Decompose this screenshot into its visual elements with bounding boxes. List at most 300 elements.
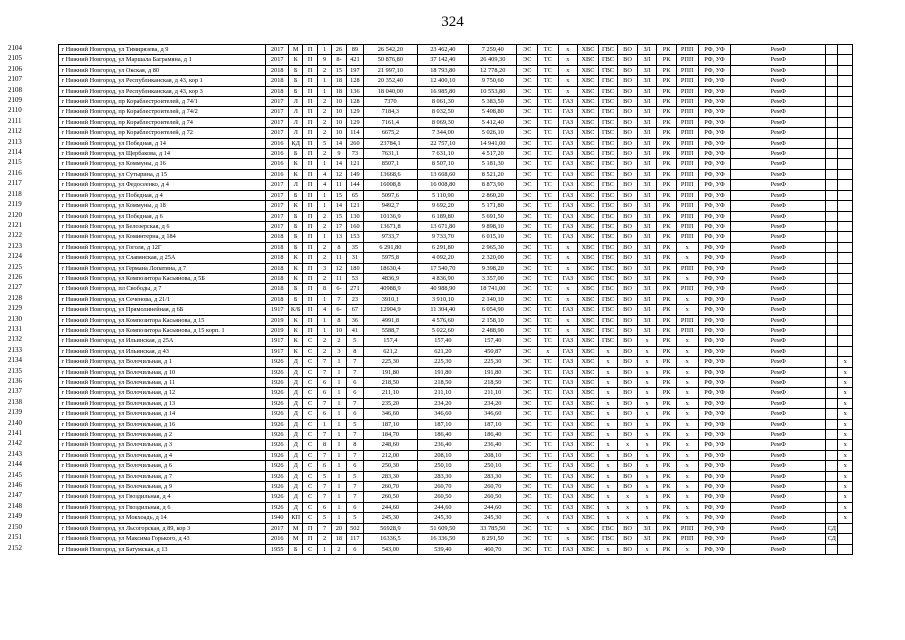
table-cell: х: [676, 336, 698, 346]
table-cell: ВО: [618, 325, 638, 335]
table-row: [58, 221, 853, 231]
table-cell: Д: [289, 398, 303, 408]
table-cell: РФ, УФ: [698, 263, 731, 273]
row-number: 2115: [8, 158, 22, 166]
table-cell: 1: [317, 201, 331, 211]
table-cell: 6-: [332, 284, 346, 294]
address-cell: г Нижний Новгород, ул Славянская, д 25А: [58, 253, 266, 263]
table-cell: ЭС: [517, 502, 538, 512]
address-cell: г Нижний Новгород, ул Маршала Баграмяна, д 1: [58, 55, 266, 65]
row-number: 2134: [8, 356, 22, 364]
table-cell: ЭС: [517, 450, 538, 460]
table-cell: 13671,8: [364, 221, 418, 231]
table-cell: х: [676, 273, 698, 283]
table-cell: 218,50: [364, 378, 418, 388]
table-cell: 186,40: [469, 430, 517, 440]
table-cell: РФ, УФ: [698, 232, 731, 242]
table-cell: 18 741,00: [469, 284, 517, 294]
table-cell: 13 671,80: [417, 221, 468, 231]
table-cell: [826, 492, 838, 502]
table-cell: 15: [332, 190, 346, 200]
table-cell: 6: [346, 461, 363, 471]
table-cell: 5: [317, 513, 331, 523]
table-cell: 14: [332, 159, 346, 169]
table-cell: Б: [289, 76, 303, 86]
table-cell: ХВС: [578, 138, 599, 148]
table-cell: [826, 502, 838, 512]
table-cell: СД: [826, 534, 838, 544]
table-cell: х: [637, 346, 657, 356]
table-cell: РК: [657, 409, 677, 419]
table-cell: 9 898,10: [469, 221, 517, 231]
table-cell: 260,70: [469, 482, 517, 492]
table-cell: х: [838, 430, 853, 440]
table-cell: ВО: [618, 169, 638, 179]
row-number: 2140: [8, 419, 22, 427]
address-cell: г Нижний Новгород, ул Федосеенко, д 4: [58, 180, 266, 190]
table-cell: 5: [317, 138, 331, 148]
table-cell: К/Б: [289, 305, 303, 315]
table-cell: 6675,2: [364, 128, 418, 138]
table-cell: Б: [289, 65, 303, 75]
table-cell: РемФ: [731, 117, 826, 127]
table-cell: РФ, УФ: [698, 398, 731, 408]
address-cell: г Нижний Новгород, ул Республиканская, д 43, кор 1: [58, 76, 266, 86]
table-cell: РемФ: [731, 253, 826, 263]
table-cell: ГАЗ: [558, 107, 578, 117]
table-cell: РФ, УФ: [698, 440, 731, 450]
table-cell: ВО: [618, 76, 638, 86]
table-cell: х: [598, 502, 618, 512]
table-cell: ЗЛ: [637, 128, 657, 138]
table-cell: 8: [317, 284, 331, 294]
table-cell: ЭС: [517, 263, 538, 273]
table-cell: ЗЛ: [637, 221, 657, 231]
table-cell: РФ, УФ: [698, 190, 731, 200]
table-cell: х: [637, 378, 657, 388]
table-cell: 26 409,30: [469, 55, 517, 65]
table-cell: 7: [346, 450, 363, 460]
table-cell: ТС: [538, 159, 559, 169]
table-cell: 2017: [266, 211, 289, 221]
table-row: [58, 201, 853, 211]
table-cell: ТС: [538, 471, 559, 481]
table-cell: ВО: [618, 471, 638, 481]
table-cell: ВО: [618, 242, 638, 252]
table-row: [58, 305, 853, 315]
table-cell: РемФ: [731, 138, 826, 148]
table-cell: 260,50: [469, 492, 517, 502]
table-cell: х: [676, 378, 698, 388]
table-cell: ВО: [618, 544, 638, 554]
table-cell: ХВС: [578, 232, 599, 242]
table-cell: 5 022,60: [417, 325, 468, 335]
table-cell: ВО: [618, 450, 638, 460]
table-cell: РПП: [676, 128, 698, 138]
table-cell: С: [303, 482, 317, 492]
table-cell: РК: [657, 325, 677, 335]
table-cell: РПП: [676, 117, 698, 127]
table-cell: ВО: [618, 253, 638, 263]
table-cell: ХВС: [578, 419, 599, 429]
table-cell: 245,30: [417, 513, 468, 523]
table-cell: 121: [346, 201, 363, 211]
table-cell: РемФ: [731, 357, 826, 367]
table-cell: К: [289, 55, 303, 65]
table-cell: РК: [657, 336, 677, 346]
table-cell: 2017: [266, 107, 289, 117]
table-cell: [826, 180, 838, 190]
table-cell: 1: [317, 294, 331, 304]
table-row: [58, 211, 853, 221]
table-cell: 8 507,10: [417, 159, 468, 169]
table-cell: 2016: [266, 534, 289, 544]
table-cell: 2: [317, 65, 331, 75]
table-cell: РемФ: [731, 482, 826, 492]
table-cell: 250,10: [417, 461, 468, 471]
table-cell: РФ, УФ: [698, 117, 731, 127]
row-number: 2145: [8, 471, 22, 479]
table-cell: 225,30: [364, 357, 418, 367]
table-cell: ГВС: [598, 190, 618, 200]
table-cell: 23784,1: [364, 138, 418, 148]
table-cell: 7: [332, 294, 346, 304]
table-cell: 260,50: [364, 492, 418, 502]
table-cell: 7: [346, 492, 363, 502]
table-cell: РемФ: [731, 502, 826, 512]
table-cell: х: [838, 388, 853, 398]
table-cell: РФ, УФ: [698, 419, 731, 429]
table-row: [58, 159, 853, 169]
table-cell: 53: [346, 273, 363, 283]
address-cell: г Нижний Новгород, ул Волочильная, д 16: [58, 419, 266, 429]
table-cell: РФ, УФ: [698, 45, 731, 55]
table-cell: ЭС: [517, 544, 538, 554]
table-cell: ВО: [618, 346, 638, 356]
table-cell: 13 668,60: [417, 169, 468, 179]
table-cell: РемФ: [731, 76, 826, 86]
table-cell: ТС: [538, 169, 559, 179]
table-cell: С: [303, 471, 317, 481]
table-cell: РК: [657, 263, 677, 273]
table-cell: Б: [289, 242, 303, 252]
table-cell: РК: [657, 357, 677, 367]
table-cell: 6: [317, 461, 331, 471]
address-cell: г Нижний Новгород, ул Победная, д 6: [58, 211, 266, 221]
table-cell: С: [303, 513, 317, 523]
table-cell: П: [303, 55, 317, 65]
table-cell: 8 873,90: [469, 180, 517, 190]
table-cell: 2016: [266, 149, 289, 159]
table-cell: Б: [289, 544, 303, 554]
table-cell: ГАЗ: [558, 378, 578, 388]
table-cell: РК: [657, 253, 677, 263]
table-cell: РК: [657, 367, 677, 377]
table-cell: РемФ: [731, 450, 826, 460]
address-cell: г Нижний Новгород, пр Кораблестроителей, д 72: [58, 128, 266, 138]
table-cell: 7161,4: [364, 117, 418, 127]
row-number: 2141: [8, 429, 22, 437]
table-cell: РемФ: [731, 169, 826, 179]
table-cell: РК: [657, 294, 677, 304]
table-cell: 2 965,30: [469, 242, 517, 252]
table-cell: 5 181,30: [469, 159, 517, 169]
table-cell: ЭС: [517, 97, 538, 107]
table-cell: 208,10: [417, 450, 468, 460]
table-cell: ХВС: [578, 388, 599, 398]
table-cell: 2: [317, 221, 331, 231]
table-row: [58, 388, 853, 398]
table-cell: х: [558, 76, 578, 86]
table-cell: РФ, УФ: [698, 409, 731, 419]
table-cell: [826, 284, 838, 294]
table-cell: РПП: [676, 232, 698, 242]
table-cell: 41: [346, 325, 363, 335]
table-cell: РФ, УФ: [698, 305, 731, 315]
table-cell: [838, 253, 853, 263]
table-cell: 236,40: [417, 440, 468, 450]
table-cell: ГВС: [598, 45, 618, 55]
table-cell: [838, 55, 853, 65]
table-cell: 10: [332, 325, 346, 335]
table-cell: 1: [317, 232, 331, 242]
table-row: [58, 149, 853, 159]
table-cell: 2 140,10: [469, 294, 517, 304]
table-cell: 7 259,40: [469, 45, 517, 55]
table-cell: х: [676, 430, 698, 440]
table-cell: 1926: [266, 461, 289, 471]
table-cell: 7: [346, 357, 363, 367]
table-row: [58, 346, 853, 356]
row-number: 2150: [8, 523, 22, 531]
table-cell: 1: [332, 419, 346, 429]
table-cell: ТС: [538, 211, 559, 221]
table-cell: [838, 263, 853, 273]
table-cell: ХВС: [578, 128, 599, 138]
table-cell: РФ, УФ: [698, 315, 731, 325]
table-cell: ГАЗ: [558, 201, 578, 211]
address-cell: г Нижний Новгород, ул Гоголя, д 12Г: [58, 242, 266, 252]
table-cell: х: [598, 367, 618, 377]
table-cell: х: [598, 357, 618, 367]
table-cell: РПП: [676, 190, 698, 200]
table-cell: С: [303, 409, 317, 419]
table-cell: П: [303, 534, 317, 544]
table-cell: 1917: [266, 346, 289, 356]
table-cell: П: [303, 97, 317, 107]
table-cell: 260,70: [417, 482, 468, 492]
table-cell: 5 383,50: [469, 97, 517, 107]
table-cell: [826, 76, 838, 86]
table-cell: 1: [332, 398, 346, 408]
table-cell: 543,00: [364, 544, 418, 554]
table-cell: 26 542,20: [364, 45, 418, 55]
table-cell: х: [598, 471, 618, 481]
table-cell: 5: [346, 336, 363, 346]
table-cell: РемФ: [731, 159, 826, 169]
row-number: 2142: [8, 439, 22, 447]
table-cell: ВО: [618, 534, 638, 544]
table-row: [58, 107, 853, 117]
table-cell: ЭС: [517, 149, 538, 159]
table-cell: П: [303, 232, 317, 242]
table-cell: 8: [346, 346, 363, 356]
table-cell: 2017: [266, 45, 289, 55]
table-cell: РФ, УФ: [698, 325, 731, 335]
table-cell: х: [838, 513, 853, 523]
table-cell: 10: [332, 97, 346, 107]
table-cell: РФ, УФ: [698, 492, 731, 502]
table-cell: Д: [289, 367, 303, 377]
table-cell: 211,10: [469, 388, 517, 398]
table-cell: ЭС: [517, 138, 538, 148]
table-cell: ЗЛ: [637, 201, 657, 211]
table-cell: х: [598, 492, 618, 502]
table-cell: х: [676, 294, 698, 304]
table-cell: ЗЛ: [637, 45, 657, 55]
table-cell: 2: [317, 149, 331, 159]
table-cell: РФ, УФ: [698, 284, 731, 294]
table-cell: [826, 159, 838, 169]
table-cell: 26: [332, 45, 346, 55]
table-cell: Л: [289, 117, 303, 127]
table-cell: ГАЗ: [558, 169, 578, 179]
table-cell: 11 304,40: [417, 305, 468, 315]
table-cell: ТС: [538, 482, 559, 492]
table-cell: РемФ: [731, 107, 826, 117]
table-cell: РК: [657, 242, 677, 252]
row-number: 2106: [8, 65, 22, 73]
table-cell: ТС: [538, 315, 559, 325]
table-cell: 7 631,10: [417, 149, 468, 159]
table-cell: ТС: [538, 534, 559, 544]
table-cell: ВО: [618, 232, 638, 242]
table-cell: П: [303, 253, 317, 263]
table-cell: С: [303, 544, 317, 554]
address-cell: г Нижний Новгород, ул Волочильная, д 4: [58, 450, 266, 460]
table-cell: РК: [657, 544, 677, 554]
table-cell: [826, 315, 838, 325]
table-cell: 6: [317, 409, 331, 419]
table-cell: ГАЗ: [558, 513, 578, 523]
table-cell: Д: [289, 482, 303, 492]
table-cell: ХВС: [578, 149, 599, 159]
page-number: 324: [441, 14, 464, 30]
table-row: [58, 232, 853, 242]
table-cell: 14 941,00: [469, 138, 517, 148]
address-cell: г Нижний Новгород, ул Щербакова, д 14: [58, 149, 266, 159]
table-cell: Д: [289, 378, 303, 388]
table-cell: РФ, УФ: [698, 242, 731, 252]
table-cell: Б: [289, 294, 303, 304]
table-cell: 244,60: [364, 502, 418, 512]
table-cell: 1926: [266, 409, 289, 419]
table-cell: х: [838, 419, 853, 429]
table-cell: РФ, УФ: [698, 180, 731, 190]
table-cell: К: [289, 263, 303, 273]
table-cell: 212,00: [364, 450, 418, 460]
table-row: [58, 357, 853, 367]
table-row: [58, 544, 853, 554]
table-cell: [838, 273, 853, 283]
table-cell: РемФ: [731, 65, 826, 75]
table-cell: РемФ: [731, 294, 826, 304]
table-cell: ГАЗ: [558, 149, 578, 159]
table-cell: РемФ: [731, 419, 826, 429]
table-cell: Л: [289, 107, 303, 117]
table-cell: ТС: [538, 190, 559, 200]
table-cell: ХВС: [578, 55, 599, 65]
table-cell: РемФ: [731, 273, 826, 283]
table-row: [58, 502, 853, 512]
table-cell: х: [637, 492, 657, 502]
address-cell: г Нижний Новгород, ул Ильинская, д 43: [58, 346, 266, 356]
table-cell: РПП: [676, 534, 698, 544]
table-row: [58, 450, 853, 460]
table-cell: 114: [346, 128, 363, 138]
table-cell: ЭС: [517, 523, 538, 533]
table-cell: х: [676, 440, 698, 450]
table-cell: ГВС: [598, 315, 618, 325]
table-cell: 191,80: [364, 367, 418, 377]
table-cell: РФ, УФ: [698, 461, 731, 471]
address-cell: г Нижний Новгород, ул Композитора Касьянова, д 15 корп. 1: [58, 325, 266, 335]
row-number: 2105: [8, 54, 22, 62]
table-cell: 2: [317, 128, 331, 138]
table-cell: 11: [332, 273, 346, 283]
table-cell: ВО: [618, 336, 638, 346]
table-cell: х: [637, 388, 657, 398]
table-cell: РемФ: [731, 221, 826, 231]
table-cell: ЭС: [517, 117, 538, 127]
table-cell: ВО: [618, 149, 638, 159]
table-cell: 2 158,10: [469, 315, 517, 325]
table-cell: ЗЛ: [637, 211, 657, 221]
table-cell: х: [558, 325, 578, 335]
table-cell: [826, 544, 838, 554]
table-cell: 3 357,00: [469, 273, 517, 283]
table-cell: [826, 253, 838, 263]
table-cell: х: [838, 378, 853, 388]
table-cell: 4: [317, 180, 331, 190]
table-cell: 136: [346, 86, 363, 96]
table-cell: 7: [317, 430, 331, 440]
table-cell: ВО: [618, 398, 638, 408]
table-cell: [826, 409, 838, 419]
table-cell: [826, 471, 838, 481]
table-cell: Д: [289, 440, 303, 450]
table-cell: РК: [657, 86, 677, 96]
table-cell: 17: [332, 221, 346, 231]
table-cell: х: [558, 284, 578, 294]
table-cell: РПП: [676, 201, 698, 211]
table-cell: х: [676, 471, 698, 481]
table-cell: 260,70: [364, 482, 418, 492]
table-cell: 6: [346, 409, 363, 419]
table-cell: ТС: [538, 201, 559, 211]
row-number: 2126: [8, 273, 22, 281]
table-cell: х: [676, 346, 698, 356]
table-cell: ЭС: [517, 482, 538, 492]
table-cell: х: [637, 357, 657, 367]
table-cell: РПП: [676, 65, 698, 75]
table-row: [58, 523, 853, 533]
table-cell: 184,70: [364, 430, 418, 440]
table-cell: ЭС: [517, 325, 538, 335]
table-cell: [826, 346, 838, 356]
table-cell: ХВС: [578, 336, 599, 346]
table-cell: [838, 76, 853, 86]
